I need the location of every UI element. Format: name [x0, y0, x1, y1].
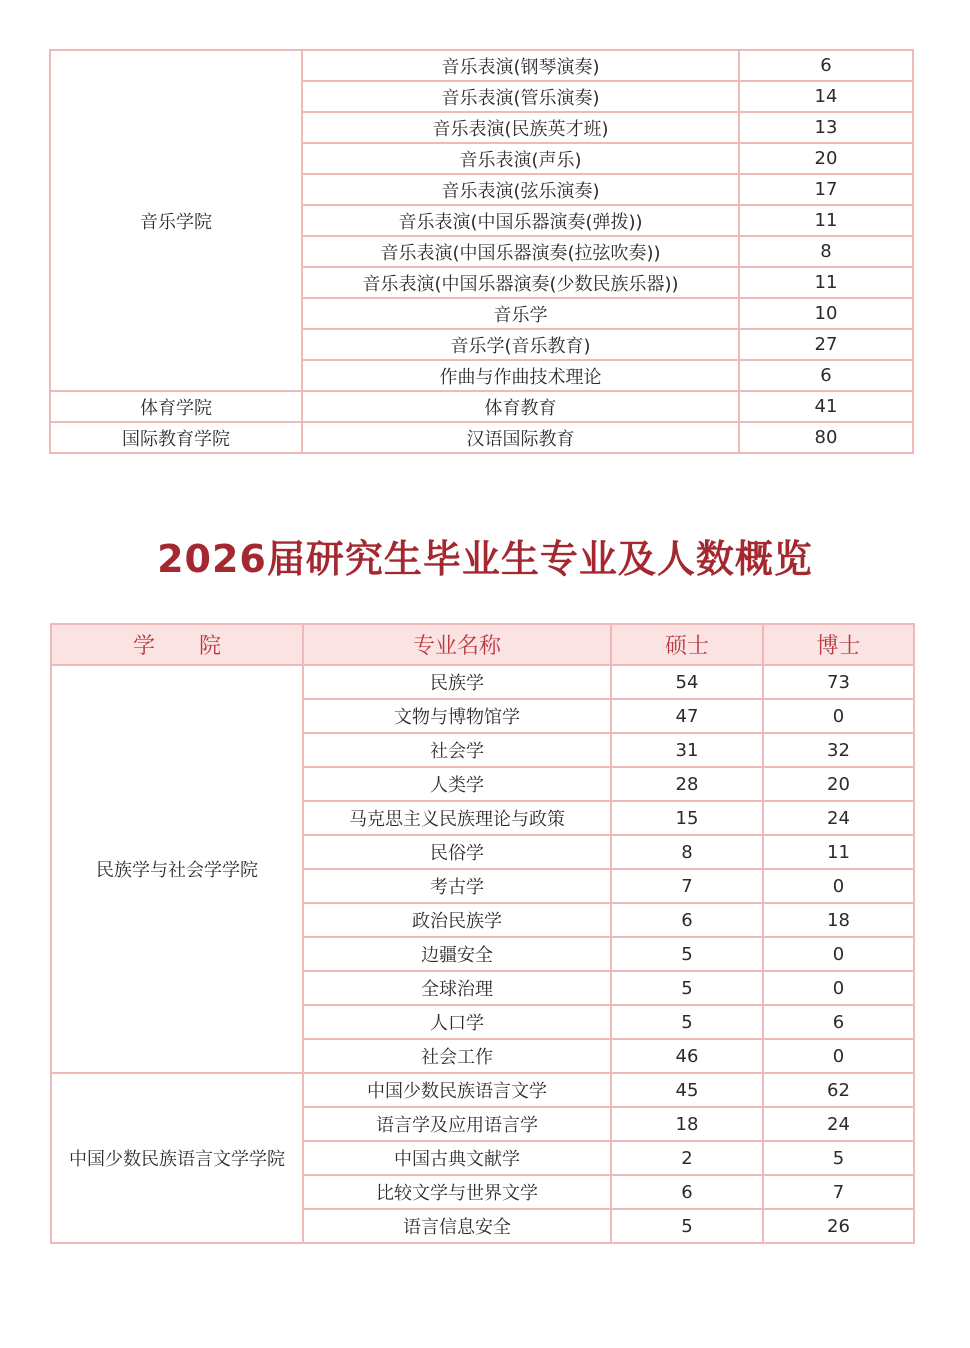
- count-cell: 11: [739, 205, 913, 236]
- master-count-cell: 5: [611, 1005, 763, 1039]
- doctor-count-cell: 0: [763, 1039, 914, 1073]
- major-cell: 中国古典文献学: [303, 1141, 611, 1175]
- college-cell: 中国少数民族语言文学学院: [51, 1073, 303, 1243]
- major-cell: 民族学: [303, 665, 611, 699]
- master-count-cell: 15: [611, 801, 763, 835]
- doctor-count-cell: 5: [763, 1141, 914, 1175]
- table-row: [51, 1073, 914, 1107]
- doctor-count-cell: 11: [763, 835, 914, 869]
- table-row: [50, 391, 913, 422]
- master-count-cell: 5: [611, 937, 763, 971]
- major-cell: 语言信息安全: [303, 1209, 611, 1243]
- master-count-cell: 5: [611, 1209, 763, 1243]
- table-row: [51, 665, 914, 699]
- graduate-major-table: [50, 623, 915, 1244]
- major-cell: 音乐学: [302, 298, 739, 329]
- doctor-count-cell: 18: [763, 903, 914, 937]
- major-cell: 民俗学: [303, 835, 611, 869]
- doctor-count-cell: 0: [763, 869, 914, 903]
- major-cell: 音乐表演(弦乐演奏): [302, 174, 739, 205]
- major-cell: 边疆安全: [303, 937, 611, 971]
- master-count-cell: 7: [611, 869, 763, 903]
- count-cell: 27: [739, 329, 913, 360]
- master-count-cell: 8: [611, 835, 763, 869]
- doctor-count-cell: 0: [763, 937, 914, 971]
- major-cell: 音乐表演(声乐): [302, 143, 739, 174]
- master-count-cell: 2: [611, 1141, 763, 1175]
- count-cell: 17: [739, 174, 913, 205]
- major-cell: 音乐表演(中国乐器演奏(少数民族乐器)): [302, 267, 739, 298]
- major-cell: 考古学: [303, 869, 611, 903]
- college-cell: 民族学与社会学学院: [51, 665, 303, 1073]
- undergrad-major-table: [49, 49, 914, 454]
- major-cell: 比较文学与世界文学: [303, 1175, 611, 1209]
- header-master: 硕士: [611, 624, 763, 665]
- header-major: 专业名称: [303, 624, 611, 665]
- major-cell: 音乐表演(钢琴演奏): [302, 50, 739, 81]
- doctor-count-cell: 0: [763, 971, 914, 1005]
- header-college: 学 院: [51, 624, 303, 665]
- major-cell: 全球治理: [303, 971, 611, 1005]
- college-cell: 音乐学院: [50, 50, 302, 391]
- major-cell: 马克思主义民族理论与政策: [303, 801, 611, 835]
- college-cell: 国际教育学院: [50, 422, 302, 453]
- count-cell: 8: [739, 236, 913, 267]
- master-count-cell: 31: [611, 733, 763, 767]
- count-cell: 80: [739, 422, 913, 453]
- master-count-cell: 28: [611, 767, 763, 801]
- count-cell: 6: [739, 50, 913, 81]
- count-cell: 41: [739, 391, 913, 422]
- count-cell: 20: [739, 143, 913, 174]
- major-cell: 人口学: [303, 1005, 611, 1039]
- master-count-cell: 46: [611, 1039, 763, 1073]
- major-cell: 体育教育: [302, 391, 739, 422]
- major-cell: 文物与博物馆学: [303, 699, 611, 733]
- master-count-cell: 54: [611, 665, 763, 699]
- doctor-count-cell: 24: [763, 1107, 914, 1141]
- count-cell: 6: [739, 360, 913, 391]
- header-doctor: 博士: [763, 624, 914, 665]
- doctor-count-cell: 6: [763, 1005, 914, 1039]
- section-title: 2026届研究生毕业生专业及人数概览: [157, 537, 813, 581]
- master-count-cell: 18: [611, 1107, 763, 1141]
- major-cell: 社会学: [303, 733, 611, 767]
- major-cell: 作曲与作曲技术理论: [302, 360, 739, 391]
- header-row: [51, 624, 914, 665]
- count-cell: 14: [739, 81, 913, 112]
- master-count-cell: 45: [611, 1073, 763, 1107]
- major-cell: 音乐表演(中国乐器演奏(弹拨)): [302, 205, 739, 236]
- doctor-count-cell: 32: [763, 733, 914, 767]
- major-cell: 音乐表演(中国乐器演奏(拉弦吹奏)): [302, 236, 739, 267]
- count-cell: 11: [739, 267, 913, 298]
- master-count-cell: 6: [611, 903, 763, 937]
- major-cell: 音乐表演(民族英才班): [302, 112, 739, 143]
- doctor-count-cell: 0: [763, 699, 914, 733]
- major-cell: 中国少数民族语言文学: [303, 1073, 611, 1107]
- doctor-count-cell: 26: [763, 1209, 914, 1243]
- master-count-cell: 5: [611, 971, 763, 1005]
- major-cell: 汉语国际教育: [302, 422, 739, 453]
- major-cell: 语言学及应用语言学: [303, 1107, 611, 1141]
- doctor-count-cell: 20: [763, 767, 914, 801]
- major-cell: 音乐表演(管乐演奏): [302, 81, 739, 112]
- doctor-count-cell: 73: [763, 665, 914, 699]
- major-cell: 政治民族学: [303, 903, 611, 937]
- master-count-cell: 47: [611, 699, 763, 733]
- major-cell: 人类学: [303, 767, 611, 801]
- table-row: [50, 50, 913, 81]
- count-cell: 10: [739, 298, 913, 329]
- table-row: [50, 422, 913, 453]
- doctor-count-cell: 7: [763, 1175, 914, 1209]
- college-cell: 体育学院: [50, 391, 302, 422]
- doctor-count-cell: 62: [763, 1073, 914, 1107]
- major-cell: 社会工作: [303, 1039, 611, 1073]
- doctor-count-cell: 24: [763, 801, 914, 835]
- count-cell: 13: [739, 112, 913, 143]
- master-count-cell: 6: [611, 1175, 763, 1209]
- major-cell: 音乐学(音乐教育): [302, 329, 739, 360]
